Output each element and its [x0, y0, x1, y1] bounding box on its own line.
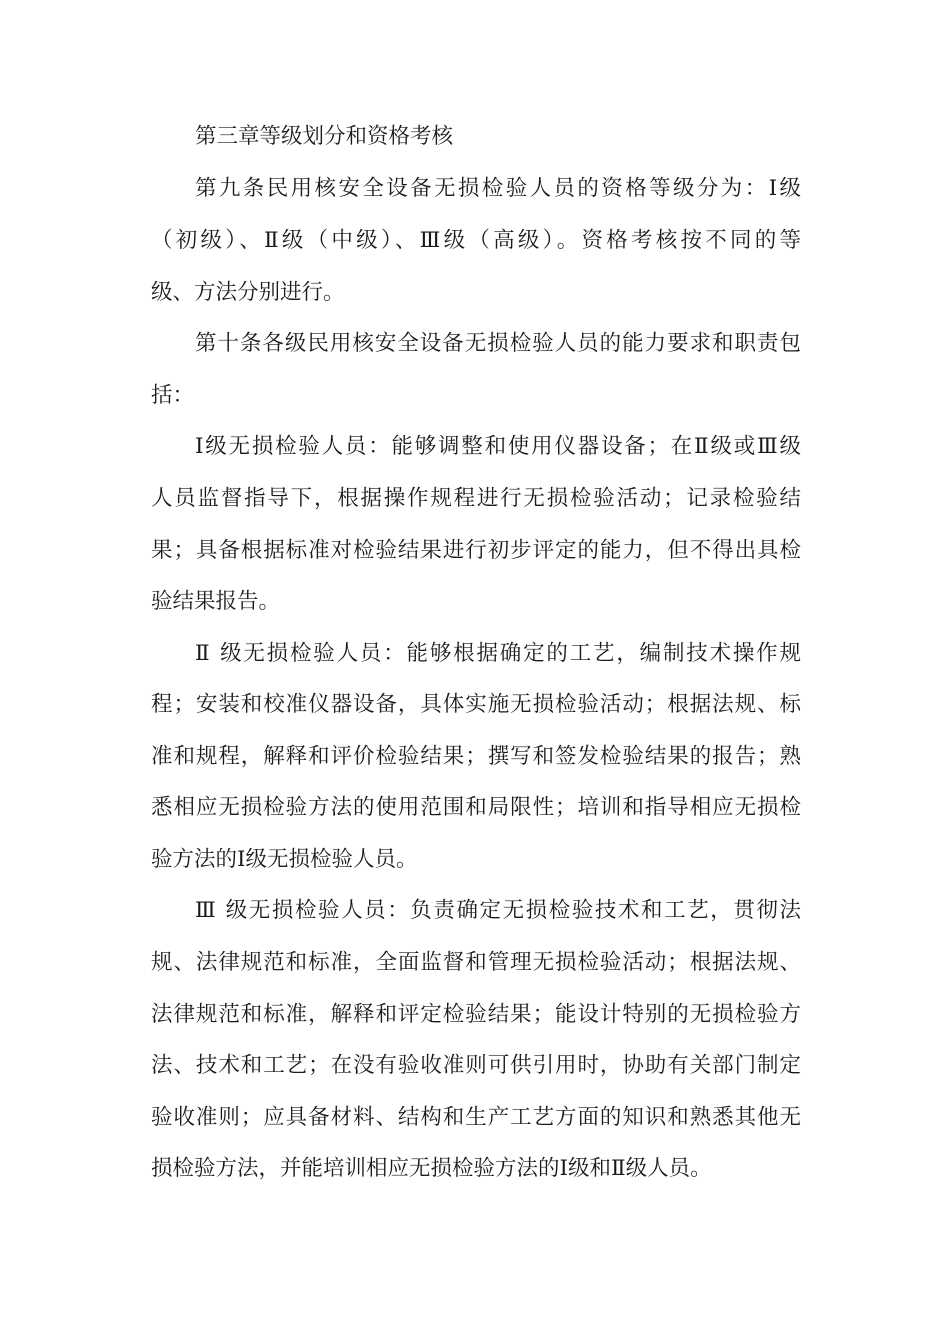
level-1-line-3: 果；具备根据标准对检验结果进行初步评定的能力，但不得出具检 [151, 538, 801, 563]
article-10-line-2: 括： [151, 383, 195, 408]
article-9-line-1: 第九条民用核安全设备无损检验人员的资格等级分为：Ⅰ级 [195, 176, 801, 201]
level-3-line-2: 规、法律规范和标准，全面监督和管理无损检验活动；根据法规、 [151, 950, 801, 975]
level-1-line-1: Ⅰ级无损检验人员：能够调整和使用仪器设备；在Ⅱ级或Ⅲ级 [195, 434, 801, 459]
article-10-line-1: 第十条各级民用核安全设备无损检验人员的能力要求和职责包 [195, 331, 801, 356]
chapter-heading: 第三章等级划分和资格考核 [195, 124, 454, 149]
level-1-line-2: 人员监督指导下，根据操作规程进行无损检验活动；记录检验结 [151, 486, 801, 511]
article-9-line-3: 级、方法分别进行。 [151, 280, 345, 305]
article-9-line-2: （初级）、Ⅱ级（中级）、Ⅲ级（高级）。资格考核按不同的等 [151, 228, 801, 253]
level-3-line-4: 法、技术和工艺；在没有验收准则可供引用时，协助有关部门制定 [151, 1053, 801, 1078]
level-2-line-5: 验方法的Ⅰ级无损检验人员。 [151, 847, 418, 872]
level-2-line-3: 准和规程，解释和评价检验结果；撰写和签发检验结果的报告；熟 [151, 744, 801, 769]
level-2-line-4: 悉相应无损检验方法的使用范围和局限性；培训和指导相应无损检 [151, 795, 801, 820]
level-1-line-4: 验结果报告。 [151, 589, 281, 614]
level-2-line-1: Ⅱ 级无损检验人员：能够根据确定的工艺，编制技术操作规 [195, 641, 801, 666]
level-3-line-3: 法律规范和标准，解释和评定检验结果；能设计特别的无损检验方 [151, 1002, 801, 1027]
level-3-line-5: 验收准则；应具备材料、结构和生产工艺方面的知识和熟悉其他无 [151, 1105, 801, 1130]
level-3-line-6: 损检验方法，并能培训相应无损检验方法的Ⅰ级和Ⅱ级人员。 [151, 1156, 712, 1181]
level-2-line-2: 程；安装和校准仪器设备，具体实施无损检验活动；根据法规、标 [151, 692, 801, 717]
level-3-line-1: Ⅲ 级无损检验人员：负责确定无损检验技术和工艺，贯彻法 [195, 898, 801, 923]
